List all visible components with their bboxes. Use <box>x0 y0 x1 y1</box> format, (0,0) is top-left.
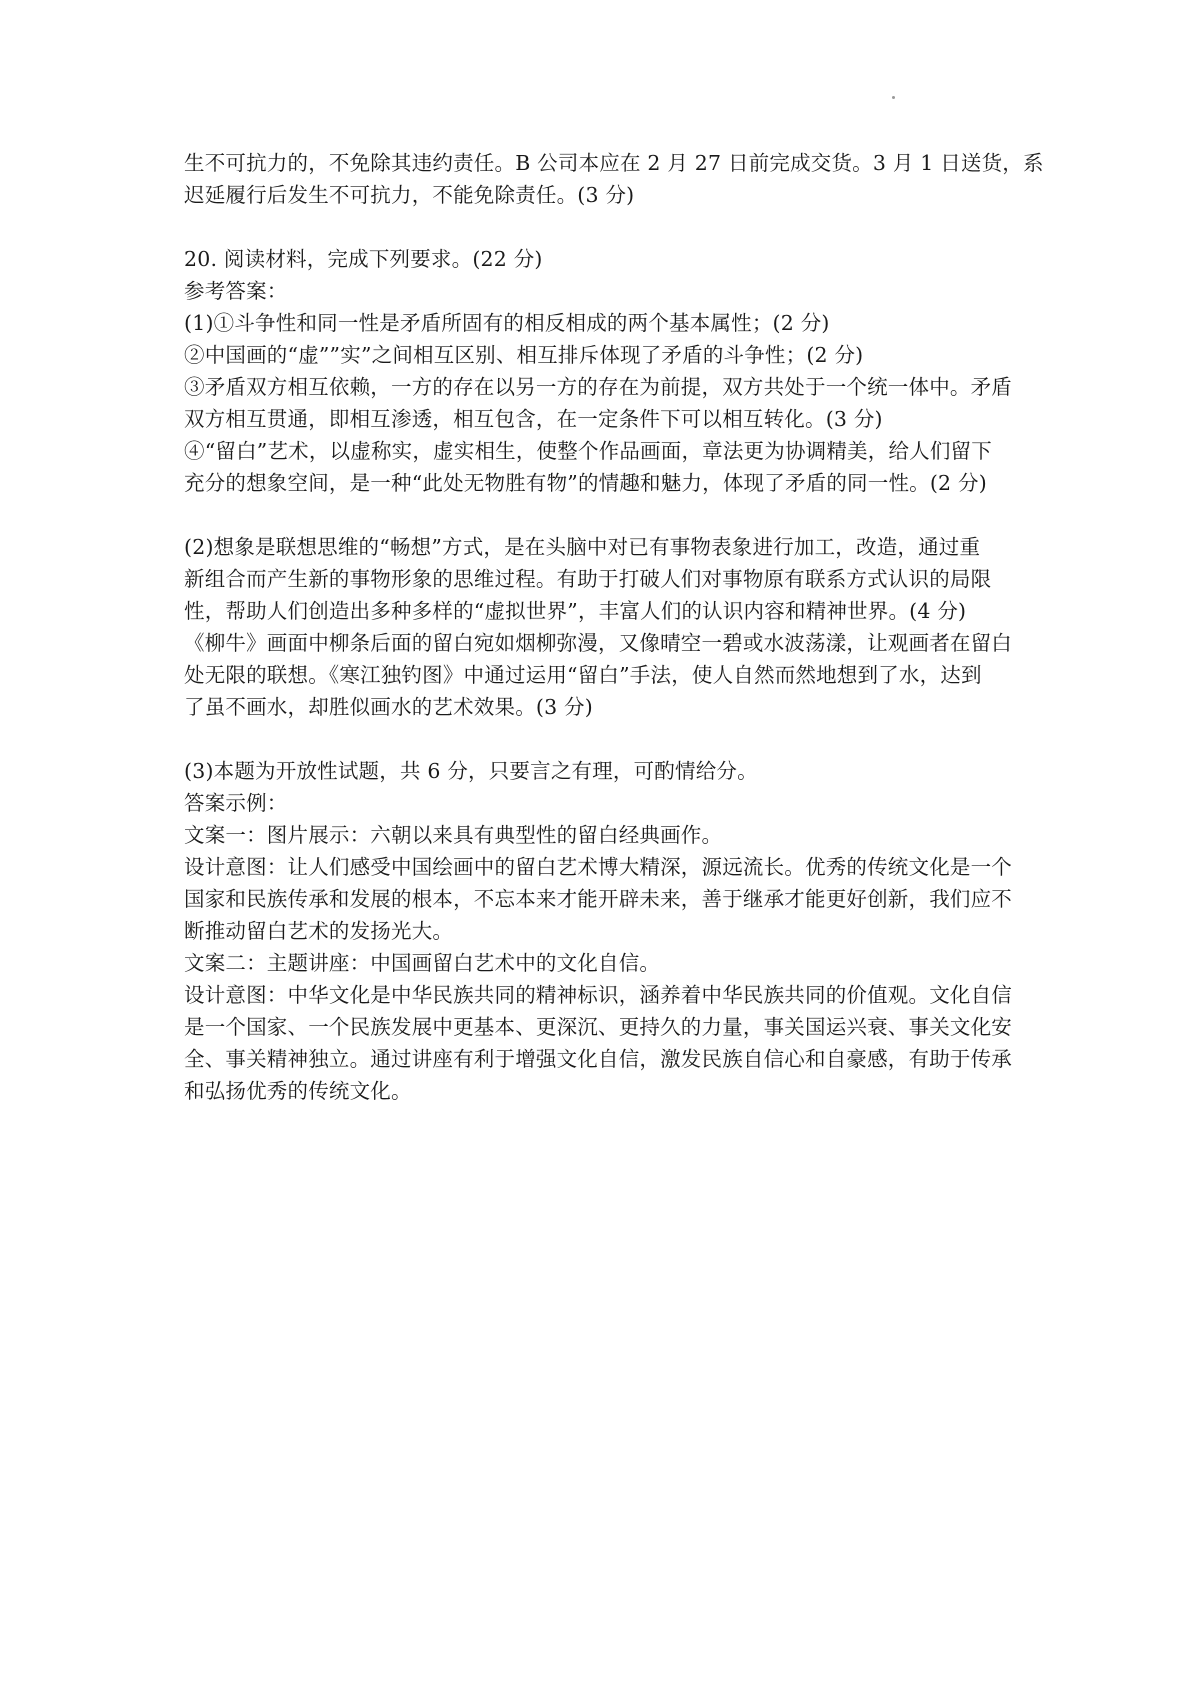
answer-part-3 <box>184 755 1044 1107</box>
text-line: (1)①斗争性和同一性是矛盾所固有的相反相成的两个基本属性；(2 分) <box>184 311 830 335</box>
reference-answer-label: 参考答案： <box>184 279 288 303</box>
text-line: ②中国画的“虚””实”之间相互区别、相互排斥体现了矛盾的斗争性；(2 分) <box>184 343 864 367</box>
answer-part-1 <box>184 307 1044 499</box>
page-mark-dot <box>892 96 895 99</box>
question-20-heading: 20. 阅读材料，完成下列要求。(22 分) <box>184 247 543 271</box>
text-line: 处无限的联想。《寒江独钓图》中通过运用“留白”手法，使人自然而然地想到了水，达到 <box>184 663 982 687</box>
text-line: ③矛盾双方相互依赖，一方的存在以另一方的存在为前提，双方共处于一个统一体中。矛盾 <box>184 375 1012 399</box>
text-line: 《柳牛》画面中柳条后面的留白宛如烟柳弥漫，又像晴空一碧或水波荡漾，让观画者在留白 <box>184 631 1012 655</box>
text-line: 设计意图：中华文化是中华民族共同的精神标识，涵养着中华民族共同的价值观。文化自信 <box>184 983 1012 1007</box>
text-line: 双方相互贯通，即相互渗透，相互包含，在一定条件下可以相互转化。(3 分) <box>184 407 883 431</box>
text-line: 性，帮助人们创造出多种多样的“虚拟世界”，丰富人们的认识内容和精神世界。(4 分) <box>184 599 967 623</box>
text-line: 和弘扬优秀的传统文化。 <box>184 1079 412 1103</box>
text-line: ④“留白”艺术，以虚称实，虚实相生，使整个作品画面，章法更为协调精美，给人们留下 <box>184 439 992 463</box>
text-line: 了虽不画水，却胜似画水的艺术效果。(3 分) <box>184 695 593 719</box>
text-line: 是一个国家、一个民族发展中更基本、更深沉、更持久的力量，事关国运兴衰、事关文化安 <box>184 1015 1012 1039</box>
intro-paragraph <box>184 147 1044 211</box>
text-line: 迟延履行后发生不可抗力，不能免除责任。(3 分) <box>184 183 635 207</box>
text-line: 断推动留白艺术的发扬光大。 <box>184 919 454 943</box>
text-line: 文案二：主题讲座：中国画留白艺术中的文化自信。 <box>184 951 661 975</box>
document-body <box>184 147 1044 1107</box>
text-line: 新组合而产生新的事物形象的思维过程。有助于打破人们对事物原有联系方式认识的局限 <box>184 567 992 591</box>
text-line: 国家和民族传承和发展的根本，不忘本来才能开辟未来，善于继承才能更好创新，我们应不 <box>184 887 1012 911</box>
text-line: 文案一：图片展示：六朝以来具有典型性的留白经典画作。 <box>184 823 723 847</box>
answer-part-2 <box>184 531 1044 723</box>
text-line: 全、事关精神独立。通过讲座有利于增强文化自信，激发民族自信心和自豪感，有助于传承 <box>184 1047 1012 1071</box>
text-line: (3)本题为开放性试题，共 6 分，只要言之有理，可酌情给分。 <box>184 759 758 783</box>
text-line: 设计意图：让人们感受中国绘画中的留白艺术博大精深，源远流长。优秀的传统文化是一个 <box>184 855 1012 879</box>
text-line: (2)想象是联想思维的“畅想”方式，是在头脑中对已有事物表象进行加工，改造，通过重 <box>184 535 981 559</box>
text-line: 答案示例： <box>184 791 288 815</box>
text-line: 充分的想象空间，是一种“此处无物胜有物”的情趣和魅力，体现了矛盾的同一性。(2 分) <box>184 471 987 495</box>
text-line: 生不可抗力的，不免除其违约责任。B 公司本应在 2 月 27 日前完成交货。3 月 1 日送货，系 <box>184 151 1044 175</box>
